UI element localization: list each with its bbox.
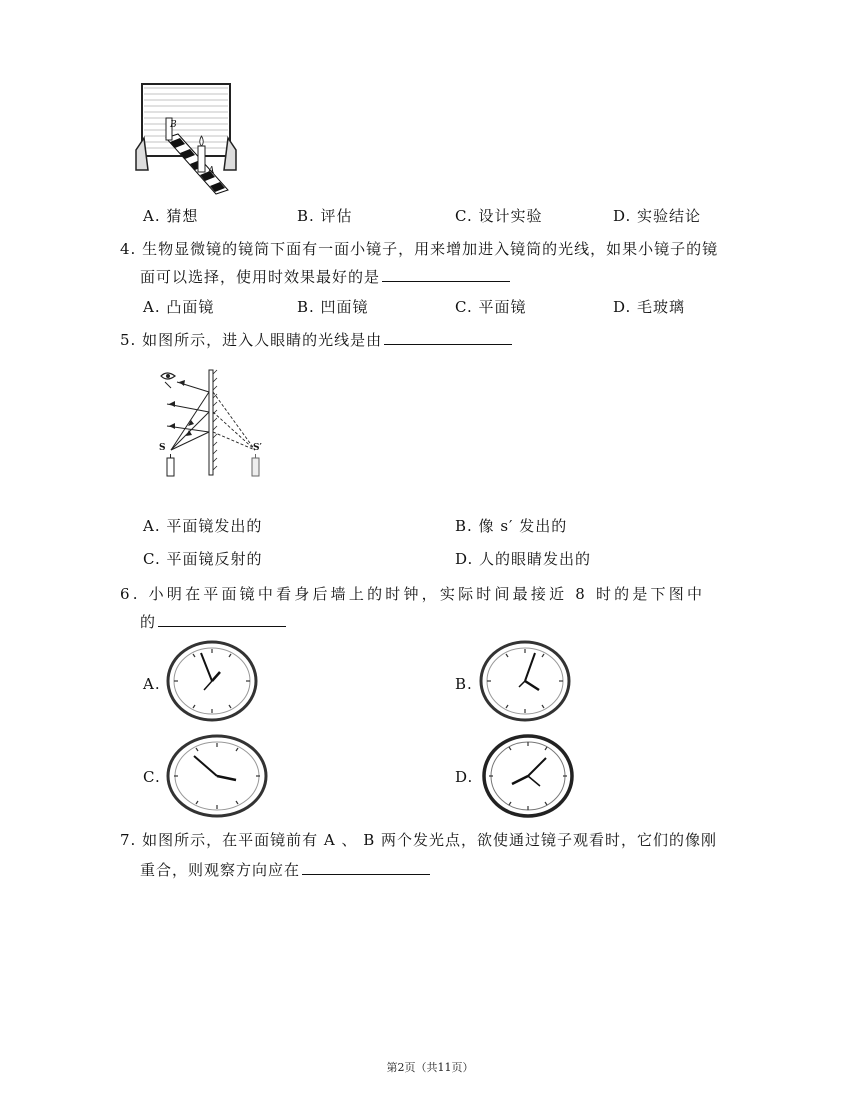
q3-figure: [130, 78, 245, 198]
q4-stem-text: 面可以选择，使用时效果最好的是: [140, 268, 381, 286]
q6-stem-line2: [140, 612, 286, 632]
q4-stem-line1: 4. 生物显微镜的镜筒下面有一面小镜子，用来增加进入镜筒的光线，如果小镜子的镜: [120, 240, 719, 258]
q6-option-d[interactable]: D.: [455, 768, 474, 786]
q6-option-a[interactable]: A.: [143, 675, 161, 693]
clock-d-image: [482, 734, 574, 818]
q5-option-a: A. 平面镜发出的: [143, 517, 263, 535]
q7-stem-line1: 7. 如图所示，在平面镜前有 A 、 B 两个发光点，欲使通过镜子观看时，它们的像刚: [120, 831, 718, 849]
q6-answer-blank[interactable]: [158, 612, 286, 627]
q6-stem-text: 的: [140, 613, 157, 631]
clock-a-image: [166, 640, 258, 722]
q4-answer-blank[interactable]: [382, 267, 510, 282]
q3-label-b: B: [170, 120, 177, 130]
q3-option-b: B. 评估: [297, 207, 353, 225]
q5-label-s: S: [159, 443, 166, 453]
q7-stem-text: 重合，则观察方向应在: [140, 861, 301, 879]
q5-stem-line1: [120, 330, 512, 350]
q3-label-a: A: [208, 166, 215, 176]
clock-c-image: [166, 734, 268, 818]
q5-option-d: D. 人的眼睛发出的: [455, 550, 592, 568]
q4-option-b: B. 凹面镜: [297, 298, 369, 316]
q3-option-a: A. 猜想: [143, 207, 199, 225]
q5-stem-text: 5. 如图所示，进入人眼睛的光线是由: [120, 331, 383, 349]
q3-option-c: C. 设计实验: [455, 207, 543, 225]
q6-option-b[interactable]: B.: [455, 675, 473, 693]
q3-option-d: D. 实验结论: [613, 207, 702, 225]
q7-stem-line2: [140, 860, 430, 880]
q5-answer-blank[interactable]: [384, 330, 512, 345]
q7-answer-blank[interactable]: [302, 860, 430, 875]
page-footer: 第2页（共11页）: [386, 1061, 474, 1074]
q6-option-c[interactable]: C.: [143, 768, 161, 786]
q4-option-c: C. 平面镜: [455, 298, 527, 316]
q5-option-c: C. 平面镜反射的: [143, 550, 263, 568]
q4-option-d: D. 毛玻璃: [613, 298, 686, 316]
q6-stem-line1: 6. 小明在平面镜中看身后墙上的时钟，实际时间最接近 8 时的是下图中: [120, 585, 706, 603]
q5-figure: [155, 368, 275, 483]
q5-label-s-prime: S′: [253, 443, 262, 453]
q4-stem-line2: [140, 267, 510, 287]
q5-option-b: B. 像 s′ 发出的: [455, 517, 568, 535]
q4-option-a: A. 凸面镜: [143, 298, 215, 316]
clock-b-image: [479, 640, 571, 722]
